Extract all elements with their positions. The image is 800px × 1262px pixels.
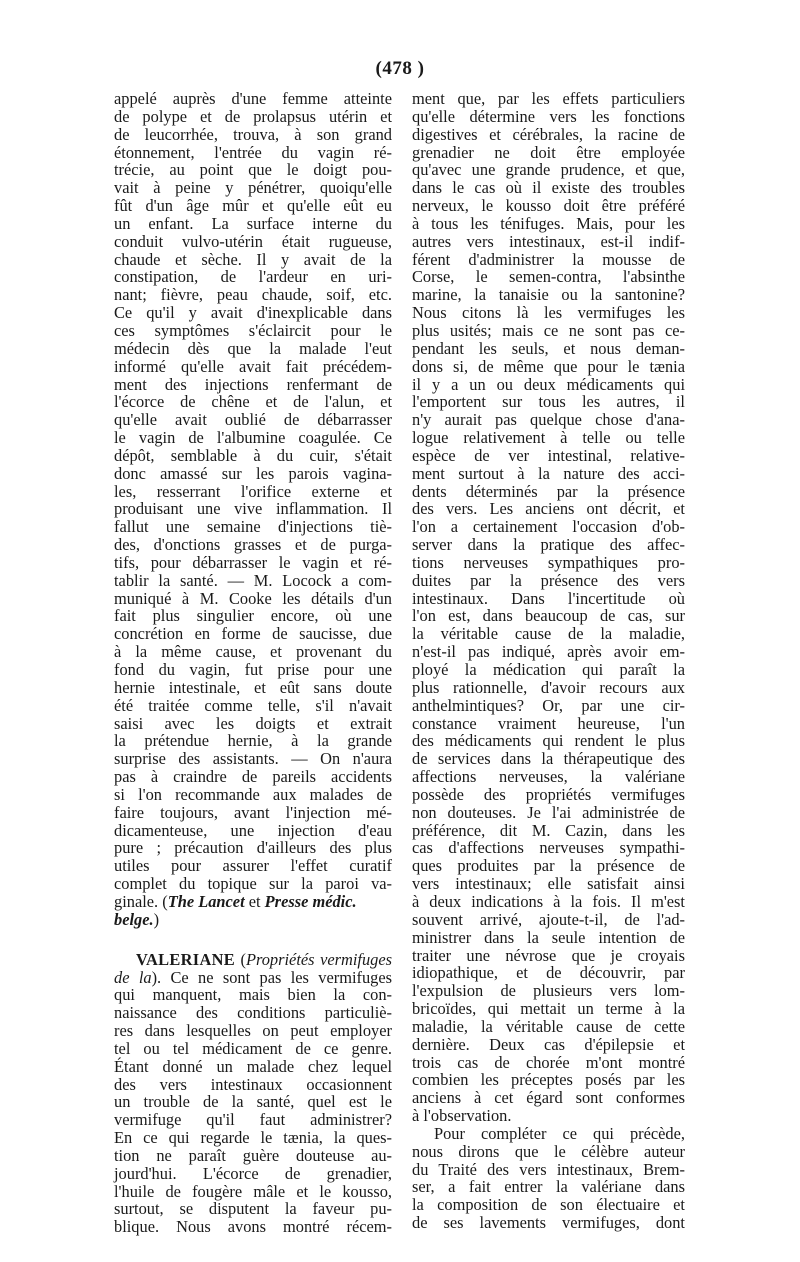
paragraph-line: pure ; précaution d'ailleurs des plus [114, 838, 392, 858]
paragraph-line: ginale. (The Lancet et Presse médic. [114, 891, 357, 911]
paragraph-line: n'est-il pas indiqué, après avoir em- [412, 642, 685, 662]
paragraph-line: dicamenteuse, une injection d'eau [114, 820, 392, 840]
paragraph-line: fût d'un âge mûr et qu'elle eût eu [114, 196, 392, 216]
paragraph-line: possède des propriétés vermifuges [412, 784, 685, 804]
paragraph-line: la prétendue hernie, à la grande [114, 731, 392, 751]
paragraph-line: cas d'affections nerveuses sympathi- [412, 838, 685, 858]
paragraph-line: ces symptômes s'éclaircit pour le [114, 320, 392, 340]
paragraph-line: surtout, se disputent la faveur pu- [114, 1199, 392, 1219]
paragraph-line: de la). Ce ne sont pas les vermifuges [114, 967, 392, 987]
paragraph-line: des médicaments qui rendent le plus [412, 731, 685, 751]
paragraph-line: vers intestinaux; elle satisfait ainsi [412, 874, 685, 894]
paragraph-line: à la même cause, et provenant du [114, 642, 392, 662]
paragraph-line: conduit vulvo-utérin était rugueuse, [114, 231, 392, 251]
paragraph-line: les, resserrant l'orifice externe et [114, 481, 392, 501]
paragraph-line: digestives et cérébrales, la racine de [412, 124, 685, 144]
paragraph-line: ques produites par la présence de [412, 856, 685, 876]
paragraph-line: ser, a fait entrer la valériane dans [412, 1177, 685, 1197]
paragraph-line: à tous les ténifuges. Mais, pour les [412, 213, 685, 233]
paragraph-line: complet du topique sur la paroi va- [114, 874, 392, 894]
paragraph-line: constipation, de l'ardeur en uri- [114, 267, 392, 287]
paragraph-line: surprise des assistants. — On n'aura [114, 749, 392, 769]
paragraph-line: pendant les seuls, et nous deman- [412, 338, 685, 358]
paragraph-line: un enfant. La surface interne du [114, 213, 392, 233]
paragraph-line: préférence, dit M. Cazin, dans les [412, 820, 685, 840]
paragraph-line: jourd'hui. L'écorce de grenadier, [114, 1163, 392, 1183]
paragraph-line: traiter une névrose que je croyais [412, 945, 685, 965]
paragraph-line: Étant donné un malade chez lequel [114, 1056, 392, 1076]
paragraph-line: En ce qui regarde le tænia, la ques- [114, 1128, 392, 1148]
left-column [114, 90, 392, 1236]
article-subtitle: Propriétés vermifuges [245, 949, 392, 969]
paragraph-line: l'expulsion de plusieurs vers lom- [412, 981, 685, 1001]
paragraph-line: marine, la tanaisie ou la santonine? [412, 285, 685, 305]
paragraph-line: qui manquent, mais bien la con- [114, 985, 392, 1005]
paragraph-line: de ses lavements vermifuges, dont [412, 1213, 685, 1233]
paragraph-line: intestinaux. Dans l'incertitude où [412, 588, 685, 608]
paragraph-line: étonnement, l'entrée du vagin ré- [114, 142, 392, 162]
paragraph-line: l'emportent sur tous les autres, il [412, 392, 685, 412]
paragraph-line: saisi avec les doigts et extrait [114, 713, 392, 733]
page-number: (478 ) [375, 58, 425, 79]
paragraph-line: combien les préceptes posés par les [412, 1070, 685, 1090]
source-presse-medic: Presse médic. [264, 891, 357, 911]
paragraph-line: qu'elle détermine vers les fonctions [412, 106, 685, 126]
paragraph-line: si l'on recommande aux malades de [114, 784, 392, 804]
paragraph-line: tablir la santé. — M. Locock a com- [114, 570, 392, 590]
paragraph-line: ment que, par les effets particuliers [412, 89, 685, 108]
paragraph-line: des vers intestinaux occasionnent [114, 1074, 392, 1094]
paragraph-line: n'y aurait pas quelque chose d'ana- [412, 410, 685, 430]
paragraph-line: tion ne paraît guère douteuse au- [114, 1145, 392, 1165]
paragraph-line: qu'avec une grande prudence, et que, [412, 160, 685, 180]
paragraph-line: la composition de son électuaire et [412, 1195, 685, 1215]
paragraph-line: chaude et sèche. Il y avait de la [114, 249, 392, 269]
paragraph-line: Corse, le semen-contra, l'absinthe [412, 267, 685, 287]
paragraph-line: server dans la pratique des affec- [412, 535, 685, 555]
paragraph-line: souvent arrivé, ajoute-t-il, de l'ad- [412, 909, 685, 929]
paragraph-line: anthelmintiques? Or, par une cir- [412, 695, 685, 715]
paragraph-line: du Traité des vers intestinaux, Brem- [412, 1159, 685, 1179]
paragraph-line: constance vraiment heureuse, l'un [412, 713, 685, 733]
paragraph-line: fallut une semaine d'injections tiè- [114, 517, 392, 537]
paragraph-line: ministrer dans la seule intention de [412, 927, 685, 947]
paragraph-line: faire toujours, avant l'injection mé- [114, 802, 392, 822]
paragraph-line: hernie intestinale, et eût sans doute [114, 677, 392, 697]
paragraph-line: trois cas de chorée m'ont montré [412, 1052, 685, 1072]
paragraph-line: l'écorce de chêne et de l'alun, et [114, 392, 392, 412]
paragraph-line: affections nerveuses, la valériane [412, 767, 685, 787]
paragraph-line: Nous citons là les vermifuges les [412, 303, 685, 323]
paragraph-line: muniqué à M. Cooke les détails d'un [114, 588, 392, 608]
paragraph-line: tel ou tel médicament de ce genre. [114, 1038, 392, 1058]
paragraph-line: res dans lesquelles on peut employer [114, 1021, 392, 1041]
paragraph-line: le vagin de l'albumine coagulée. Ce [114, 428, 392, 448]
article-heading-line: VALERIANE (Propriétés vermifuges [136, 949, 392, 969]
paragraph-line: produisant une vive inflammation. Il [114, 499, 392, 519]
paragraph-line: nerveux, le kousso doit être préféré [412, 196, 685, 216]
paragraph-line: de polype et de prolapsus utérin et [114, 106, 392, 126]
source-the-lancet: The Lancet [167, 891, 245, 911]
paragraph-line: nant; fièvre, peau chaude, soif, etc. [114, 285, 392, 305]
paragraph-line: ment surtout à la nature des acci- [412, 463, 685, 483]
paragraph-line: l'on est, dans beaucoup de cas, sur [412, 606, 685, 626]
paragraph-line: autres vers intestinaux, est-il indif- [412, 231, 685, 251]
paragraph-line: férent d'administrer la mousse de [412, 249, 685, 269]
paragraph-line: l'huile de fougère mâle et le kousso, [114, 1181, 392, 1201]
paragraph-line: bricoïdes, qui mettait un terme à la [412, 999, 685, 1019]
paragraph-line: des vers. Les anciens ont décrit, et [412, 499, 685, 519]
paragraph-line: à deux indications à la fois. Il m'est [412, 891, 685, 911]
paragraph-line: fond du vagin, fut prise pour une [114, 660, 392, 679]
paragraph-line: utiles pour assurer l'effet curatif [114, 856, 392, 876]
paragraph-case-report [114, 90, 392, 893]
paragraph-line: pas à craindre de pareils accidents [114, 767, 392, 787]
paragraph-line: trécie, au point que le doigt pou- [114, 160, 392, 180]
paragraph-line: belge.) [114, 909, 160, 929]
paragraph-line: anciens à cet égard sont conformes [412, 1088, 685, 1108]
paragraph-line: dépôt, semblable à du cuir, s'était [114, 445, 392, 465]
paragraph-line: dons si, de même que pour le tænia [412, 356, 685, 376]
paragraph-line: plus rationnelle, d'avoir recours aux [412, 677, 685, 697]
paragraph-line: vait à peine y pénétrer, quoiqu'elle [114, 178, 392, 198]
paragraph-line: médecin dès que la malade l'eut [114, 338, 392, 358]
paragraph-line: nous dirons que le célèbre auteur [412, 1141, 685, 1161]
paragraph-line: été traitée comme telle, s'il n'avait [114, 695, 392, 715]
paragraph-line: la véritable cause de la maladie, [412, 624, 685, 644]
paragraph-line: tifs, pour débarrasser le vagin et ré- [114, 552, 392, 572]
paragraph-line: idiopathique, et de découvrir, par [412, 963, 685, 983]
paragraph-line: maladie, la véritable cause de cette [412, 1016, 685, 1036]
paragraph-line: tions nerveuses sympathiques pro- [412, 552, 685, 572]
paragraph-line: dans le cas où il existe des troubles [412, 178, 685, 198]
paragraph-line: appelé auprès d'une femme atteinte [114, 89, 392, 108]
paragraph-line: de leucorrhée, trouva, à son grand [114, 124, 392, 144]
paragraph-line: concrétion en forme de saucisse, due [114, 624, 392, 644]
paragraph-line: logue relativement à telle ou telle [412, 428, 685, 448]
paragraph-line: de services dans la thérapeutique des [412, 749, 685, 769]
paragraph-line: ment des injections renfermant de [114, 374, 392, 394]
paragraph-line: Pour compléter ce qui précède, [434, 1123, 685, 1143]
paragraph-line: informé qu'elle avait fait précédem- [114, 356, 392, 376]
paragraph-valeriane-intro [114, 986, 392, 1236]
paragraph-line: il y a un ou deux médicaments qui [412, 374, 685, 394]
paragraph-line: naissance des conditions particuliè- [114, 1003, 392, 1023]
paragraph-line: duites par la présence des vers [412, 570, 685, 590]
paragraph-line: espèce de ver intestinal, relative- [412, 445, 685, 465]
paragraph-line: dents déterminés par la présence [412, 481, 685, 501]
paragraph-line: ployé la médication qui paraît la [412, 660, 685, 679]
paragraph-line: à l'observation. [412, 1106, 512, 1126]
paragraph-line: Ce qu'il y avait d'inexplicable dans [114, 303, 392, 323]
paragraph-line: dernière. Deux cas d'épilepsie et [412, 1034, 685, 1054]
paragraph-line: plus usités; mais ce ne sont pas ce- [412, 320, 685, 340]
paragraph-line: vermifuge qu'il faut administrer? [114, 1110, 392, 1130]
paragraph-valeriane-body [412, 90, 685, 1125]
paragraph-line: des, d'onctions grasses et de purga- [114, 535, 392, 555]
paragraph-line: un trouble de la santé, quel est le [114, 1092, 392, 1112]
paragraph-line: fait plus singulier encore, où une [114, 606, 392, 626]
paragraph-line: blique. Nous avons montré récem- [114, 1217, 392, 1237]
paragraph-line: l'on a certainement l'occasion d'ob- [412, 517, 685, 537]
paragraph-line: grenadier ne doit être employée [412, 142, 685, 162]
right-column [412, 90, 685, 1232]
paragraph-line: donc amassé sur les parois vagina- [114, 463, 392, 483]
paragraph-line: qu'elle avait oublié de débarrasser [114, 410, 392, 430]
paragraph-line: non douteuses. Je l'ai administrée de [412, 802, 685, 822]
paragraph-bremser [412, 1125, 685, 1232]
article-headword: VALERIANE [136, 949, 235, 969]
